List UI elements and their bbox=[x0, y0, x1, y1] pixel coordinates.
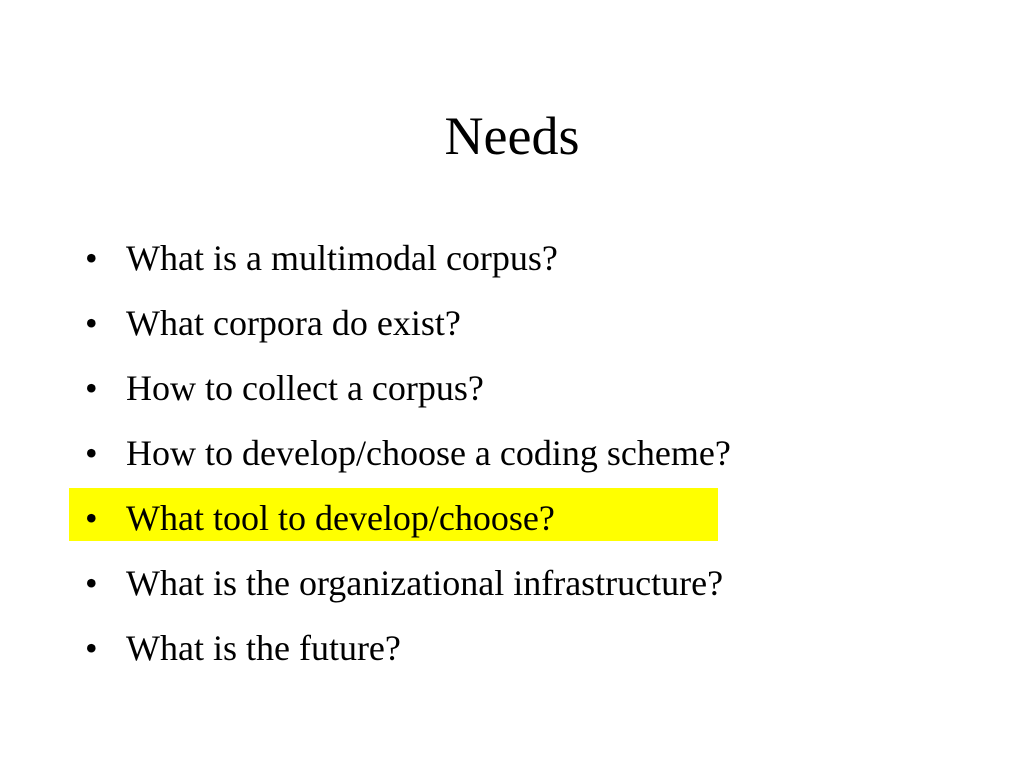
bullet-item-highlighted bbox=[0, 486, 1024, 551]
bullet-text: What is the future? bbox=[126, 628, 401, 668]
bullet-item bbox=[0, 356, 1024, 421]
bullet-item bbox=[0, 421, 1024, 486]
bullet-item bbox=[0, 551, 1024, 616]
bullet-icon: • bbox=[85, 238, 98, 278]
bullet-icon: • bbox=[85, 303, 98, 343]
bullet-text: What tool to develop/choose? bbox=[126, 498, 555, 538]
bullet-icon: • bbox=[85, 628, 98, 668]
bullet-text: How to collect a corpus? bbox=[126, 368, 484, 408]
bullet-text: How to develop/choose a coding scheme? bbox=[126, 433, 731, 473]
bullet-text: What is the organizational infrastructure? bbox=[126, 563, 724, 603]
bullet-item bbox=[0, 226, 1024, 291]
bullet-item bbox=[0, 291, 1024, 356]
bullet-list bbox=[0, 226, 1024, 681]
slide-title: Needs bbox=[444, 106, 580, 166]
bullet-icon: • bbox=[85, 498, 98, 538]
bullet-icon: • bbox=[85, 433, 98, 473]
bullet-icon: • bbox=[85, 368, 98, 408]
bullet-item bbox=[0, 616, 1024, 681]
bullet-icon: • bbox=[85, 563, 98, 603]
bullet-text: What is a multimodal corpus? bbox=[126, 238, 558, 278]
bullet-text: What corpora do exist? bbox=[126, 303, 461, 343]
